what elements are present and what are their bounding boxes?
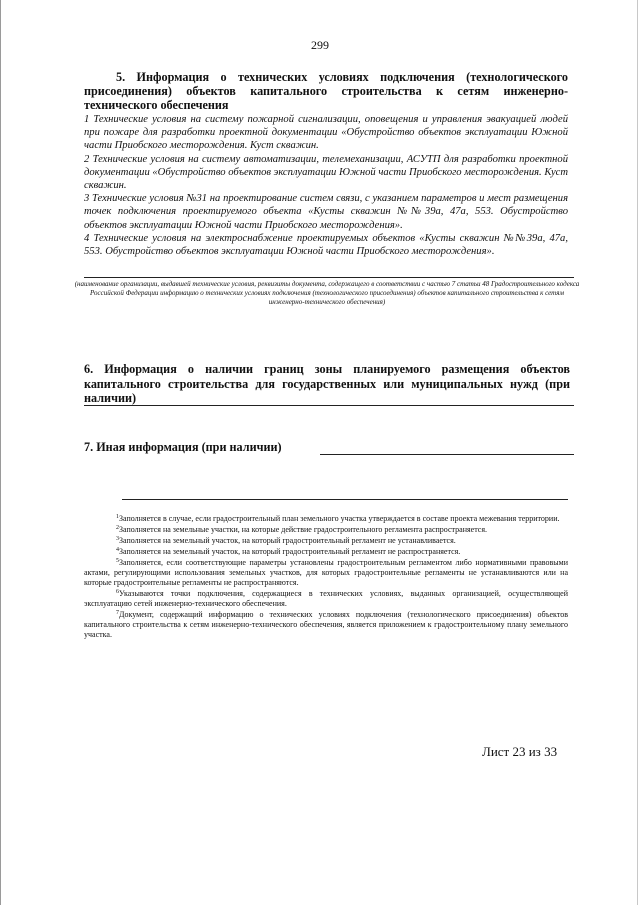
footnotes: [84, 514, 568, 641]
page-left-edge: [0, 0, 1, 905]
footnote: $^1$Заполняется в случае, если градостроительный план земельного участка утверждается в составе проекта межевания территории.: [116, 514, 560, 523]
section-5-item: 2 Технические условия на систему автоматизации, телемеханизации, АСУТП для разработки проектной документации «Обустройство объектов эксплуатации Южной части Приобского месторождения. Куст скважин.: [84, 153, 568, 192]
section-5-heading: 5. Информация о технических условиях подключения (технологического присоединения) объектов капитального строительства к сетям инженерно-технического обеспечения: [84, 70, 568, 112]
page-right-edge: [637, 0, 638, 905]
section-5-item: 4 Технические условия на электроснабжение проектируемых объектов «Кусты скважин №№39а, 47а, 553. Обустройство объектов эксплуатации Южной части Приобского месторождения».: [84, 232, 568, 258]
section-5-caption: (наименование организации, выдавшей технические условия, реквизиты документа, содержащего в соответствии с частью 7 статьи 48 Градостроительного кодекса Российской Федерации информацию о технических условиях подключения (технологического присоединения) объектов капитального строительства к сетям инженерно-технического обеспечения): [74, 280, 580, 306]
footnote: $^3$Заполняется на земельный участок, на который градостроительный регламент не устанавливается.: [116, 536, 456, 545]
section-5-item: 3 Технические условия №31 на проектирование систем связи, с указанием параметров и мест размещения точек подключения проектируемого объекта «Кусты скважин №№39а, 47а, 553. Обустройство объектов эксплуатации Южной части Приобского месторождения».: [84, 193, 568, 231]
section-6-heading: 6. Информация о наличии границ зоны планируемого размещения объектов капитального строительства для государственных или муниципальных нужд (при наличии): [84, 362, 570, 405]
section-5-underline: [84, 277, 574, 278]
footnote: $^7$Документ, содержащий информацию о технических условиях подключения (технологического присоединения) объектов капитального строительства к сетям инженерно-технического обеспечения, является приложением к градостроительному плану земельного участка.: [84, 610, 568, 639]
section-7-row: [84, 440, 574, 456]
footnote: $^2$Заполняется на земельные участки, на которые действие градостроительного регламента распространяется.: [116, 525, 488, 534]
section-7-label: 7. Иная информация (при наличии): [84, 440, 282, 454]
section-5-item: 1 Технические условия на систему пожарной сигнализации, оповещения и управления эвакуацией людей при пожаре для разработки проектной документации «Обустройство объектов эксплуатации Южной части Приобского месторождения. Куст скважин.: [84, 114, 568, 152]
page-number: 299: [311, 38, 329, 52]
section-5-body: [84, 113, 568, 258]
footnote: $^6$Указываются точки подключения, содержащиеся в технических условиях, выданных организацией, осуществляющей эксплуатацию сетей инженерно-технического обеспечения.: [84, 589, 568, 608]
footnote: $^5$Заполняется, если соответствующие параметры установлены градостроительным регламентом либо нормативными правовыми актами, регулирующими использования земельных участков, для которых градостроительные регламенты не устанавливаются или на которые градостроительные регламенты не распространяются.: [84, 558, 568, 587]
footnote-separator: [122, 499, 568, 500]
section-7-fill-line: [320, 454, 574, 455]
sheet-counter: Лист 23 из 33: [482, 744, 558, 759]
footnote: $^4$Заполняется на земельный участок, на который градостроительный регламент не распространяется.: [116, 547, 461, 556]
section-6-underline: [84, 405, 574, 406]
